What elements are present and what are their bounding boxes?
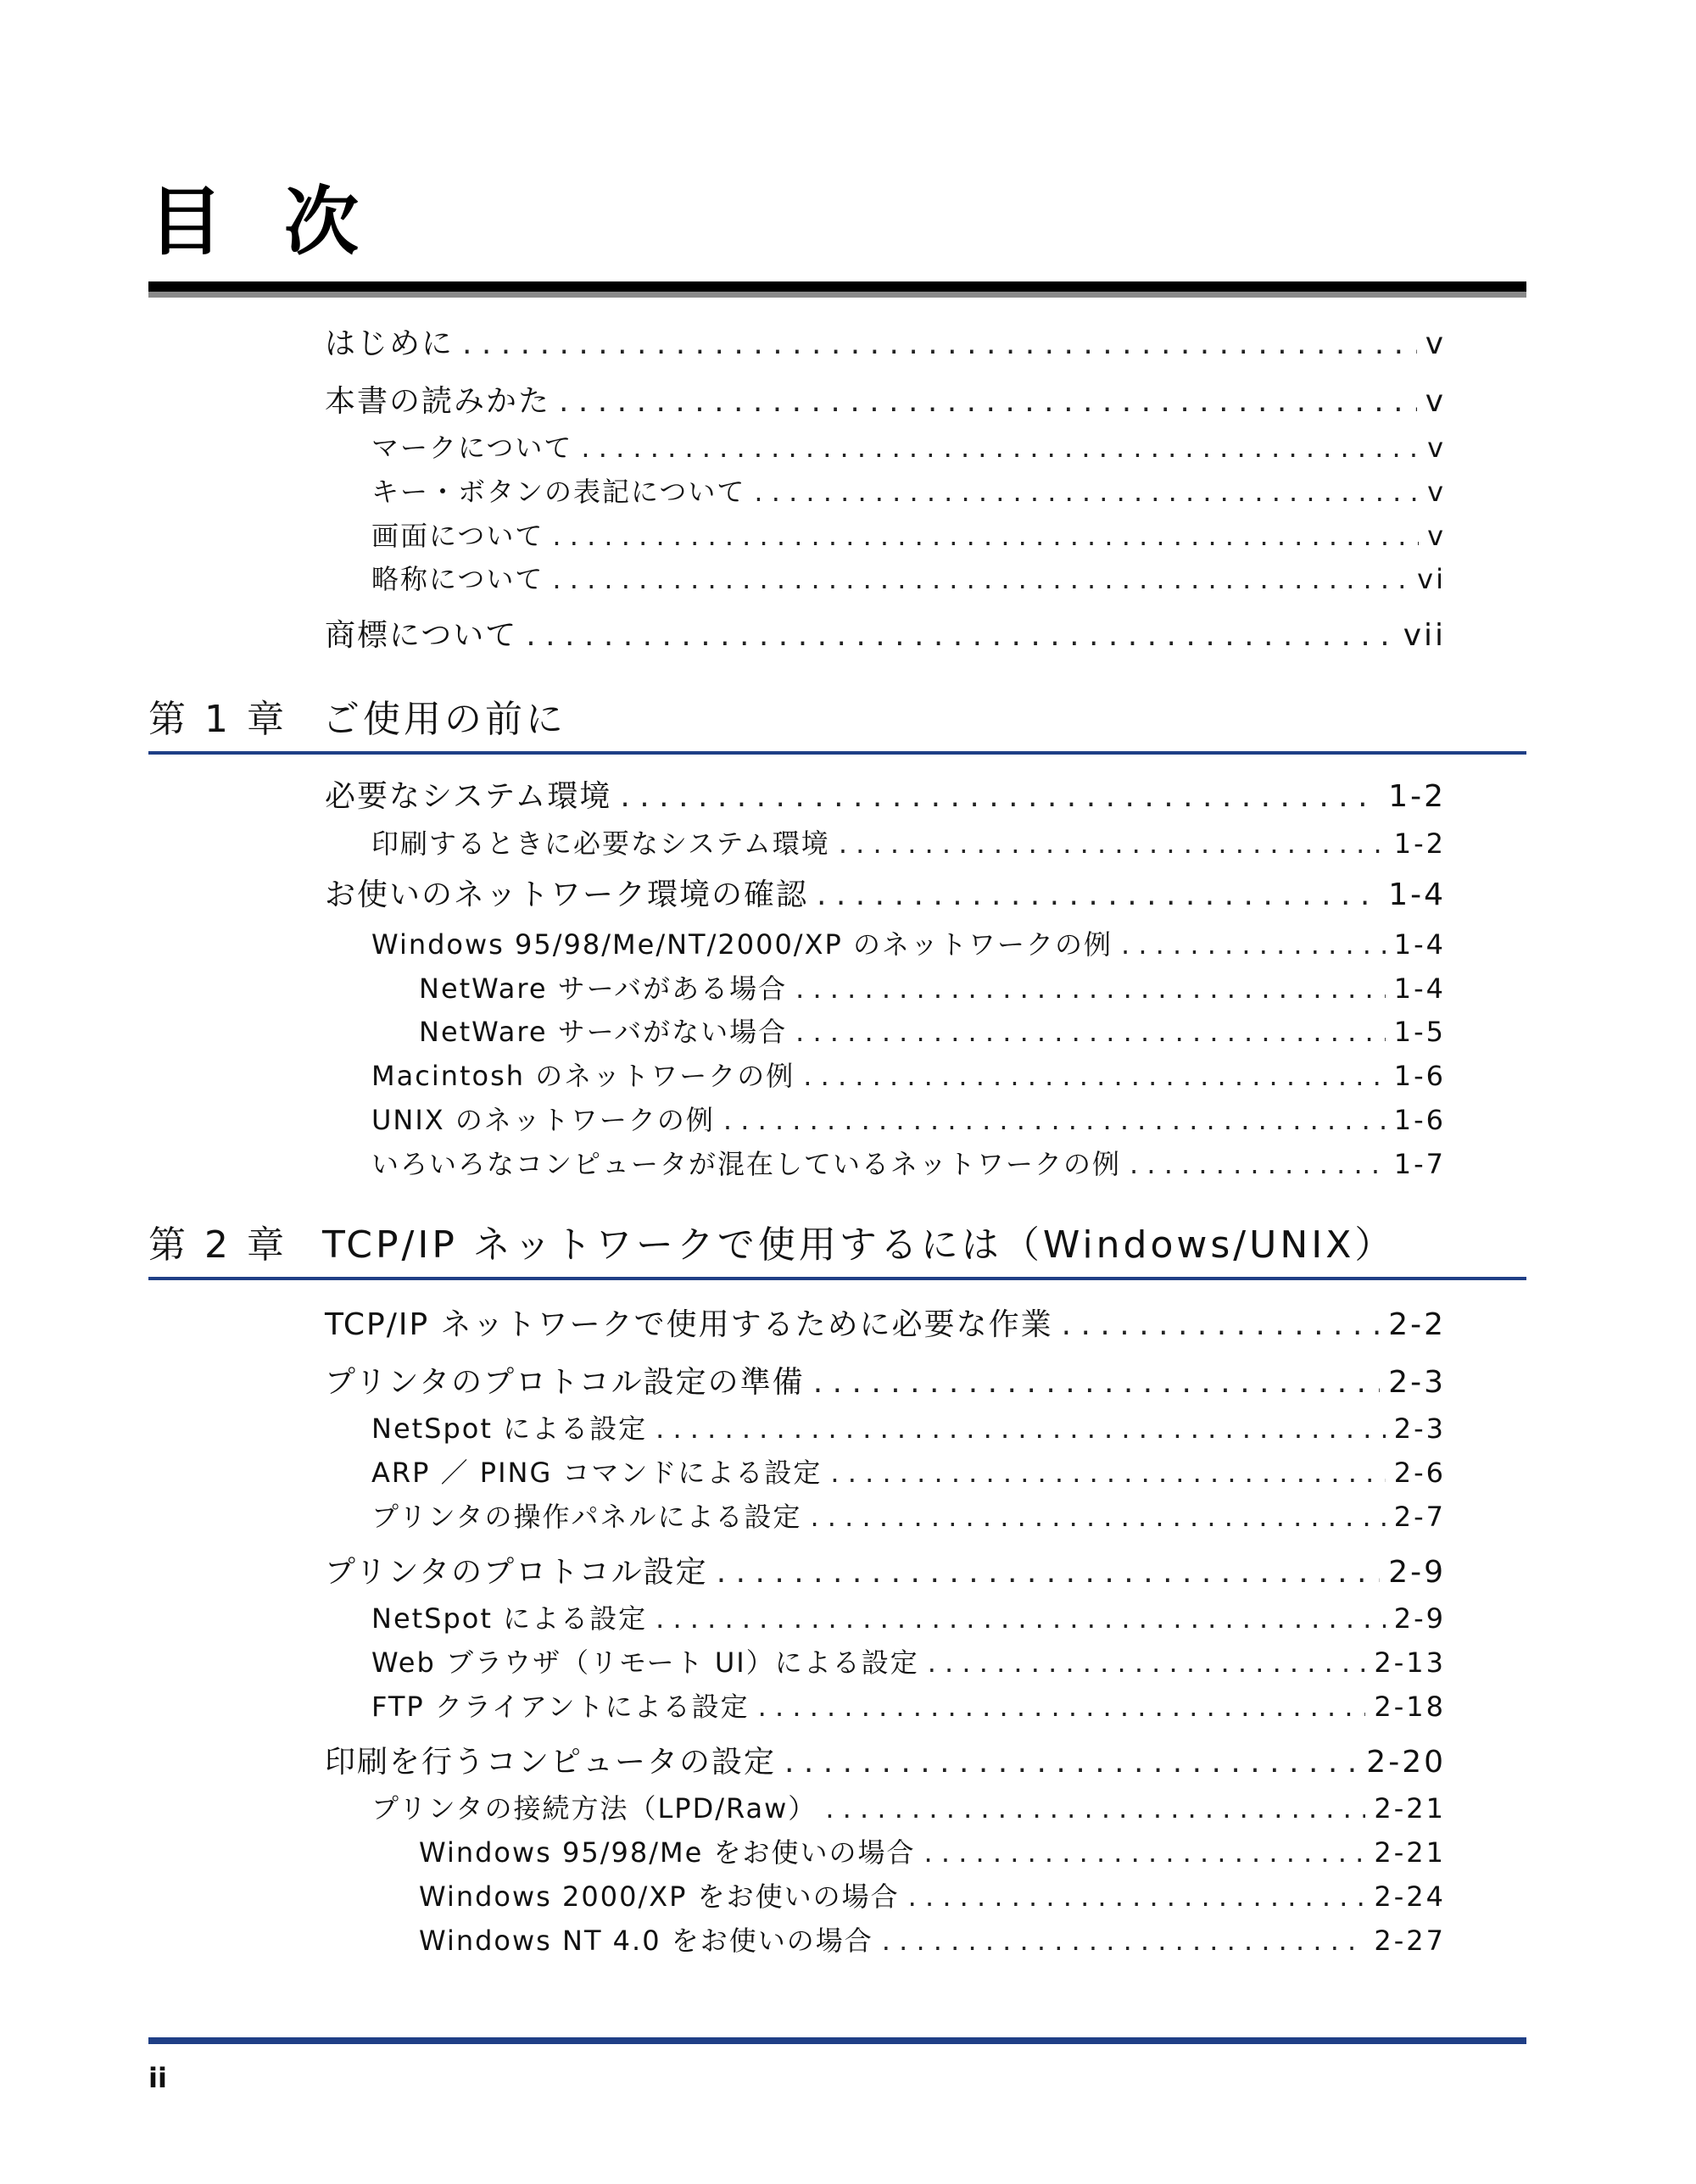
toc-entry[interactable]: [371, 521, 1446, 551]
toc-entry[interactable]: [325, 327, 1446, 361]
toc-entry-page: 1-4: [1393, 928, 1446, 961]
toc-entry-label: UNIX のネットワークの例: [371, 1104, 715, 1136]
footer-rule: [148, 2037, 1526, 2044]
toc-entry[interactable]: [371, 1061, 1446, 1091]
toc-entry[interactable]: [325, 385, 1446, 419]
toc-entry-page: 2-9: [1393, 1602, 1446, 1635]
toc-entry-page: vi: [1417, 563, 1446, 595]
toc-entry-label: NetWare サーバがない場合: [419, 1016, 788, 1048]
toc-entry[interactable]: [371, 1458, 1446, 1488]
toc-entry-label: Web ブラウザ（リモート UI）による設定: [371, 1646, 919, 1679]
toc-entry[interactable]: [371, 1692, 1446, 1722]
toc-entry[interactable]: [371, 930, 1446, 960]
toc-entry-page: 1-4: [1393, 972, 1446, 1005]
toc-entry[interactable]: [371, 829, 1446, 859]
toc-entry[interactable]: [325, 878, 1446, 912]
toc-entry[interactable]: [371, 1604, 1446, 1634]
toc-entry-page: 2-6: [1393, 1457, 1446, 1489]
toc-entry-label: Macintosh のネットワークの例: [371, 1060, 795, 1092]
toc-entry[interactable]: [325, 619, 1446, 653]
toc-entry[interactable]: [325, 1746, 1446, 1780]
toc-entry-label: 印刷するときに必要なシステム環境: [371, 827, 830, 860]
chapter-rule: [148, 751, 1526, 755]
toc-entry-label: プリンタの接続方法（LPD/Raw）: [371, 1792, 817, 1825]
toc-entry[interactable]: [371, 1502, 1446, 1532]
toc-entry-label: プリンタのプロトコル設定の準備: [325, 1365, 805, 1400]
toc-entry-label: Windows 95/98/Me/NT/2000/XP のネットワークの例: [371, 928, 1113, 961]
toc-entry-page: 2-2: [1388, 1307, 1446, 1342]
chapter-1-heading: [148, 698, 1526, 755]
toc-entry-page: 1-5: [1393, 1016, 1446, 1048]
toc-entry-page: 1-2: [1393, 827, 1446, 860]
toc-entry[interactable]: [419, 1882, 1446, 1912]
toc-entry-label: NetSpot による設定: [371, 1602, 648, 1635]
toc-entry[interactable]: [371, 1150, 1446, 1179]
chapter-rule: [148, 1277, 1526, 1280]
chapter-title: TCP/IP ネットワークで使用するには（Windows/UNIX）: [322, 1223, 1396, 1267]
page-number: ii: [148, 2062, 167, 2094]
toc-entry[interactable]: [419, 1017, 1446, 1047]
toc-entry-label: 商標について: [325, 618, 518, 653]
toc-entry-page: v: [1427, 476, 1446, 508]
toc-entry-page: 1-2: [1388, 779, 1446, 814]
toc-entry-label: プリンタの操作パネルによる設定: [371, 1501, 802, 1533]
toc-entry-page: v: [1425, 326, 1446, 361]
toc-entry-page: 1-4: [1388, 878, 1446, 912]
toc-entry[interactable]: [419, 974, 1446, 1004]
toc-entry-page: 2-7: [1393, 1501, 1446, 1533]
toc-entry[interactable]: [325, 780, 1446, 814]
toc-entry-page: 2-13: [1374, 1646, 1446, 1679]
toc-entry-label: Windows 2000/XP をお使いの場合: [419, 1880, 900, 1913]
toc-entry-page: 2-9: [1388, 1555, 1446, 1590]
toc-entry[interactable]: [325, 1308, 1446, 1342]
toc-entry-page: vii: [1403, 618, 1446, 653]
toc-entry-page: 2-20: [1366, 1745, 1446, 1780]
toc-entry-label: ARP ／ PING コマンドによる設定: [371, 1457, 823, 1489]
toc-entry-page: v: [1427, 520, 1446, 552]
toc-entry[interactable]: [371, 1794, 1446, 1824]
chapter-number: 第 2 章: [148, 1223, 287, 1267]
toc-entry-label: FTP クライアントによる設定: [371, 1691, 750, 1723]
toc-entry[interactable]: [371, 565, 1446, 594]
toc-entry-label: いろいろなコンピュータが混在しているネットワークの例: [371, 1148, 1122, 1180]
title-rule-gray: [148, 292, 1526, 298]
toc-entry[interactable]: [371, 1648, 1446, 1678]
toc-entry-page: 2-21: [1374, 1836, 1446, 1869]
toc-entry-label: Windows 95/98/Me をお使いの場合: [419, 1836, 916, 1869]
toc-entry[interactable]: [419, 1926, 1446, 1956]
toc-entry-page: 2-21: [1374, 1792, 1446, 1825]
toc-entry-page: 2-27: [1374, 1925, 1446, 1957]
toc-entry-page: v: [1427, 432, 1446, 464]
toc-entry-label: 本書の読みかた: [325, 384, 551, 419]
title-rule-black: [148, 281, 1526, 292]
toc-entry-page: 1-7: [1393, 1148, 1446, 1180]
toc-entry[interactable]: [371, 477, 1446, 507]
toc-entry[interactable]: [419, 1838, 1446, 1868]
toc-entry-label: マークについて: [371, 432, 573, 464]
chapter-2-heading: [148, 1223, 1526, 1280]
toc-entry-label: 画面について: [371, 520, 544, 552]
toc-entry-page: v: [1425, 384, 1446, 419]
toc-entry-label: はじめに: [325, 326, 455, 361]
toc-entry-page: 1-6: [1393, 1060, 1446, 1092]
toc-entry-page: 1-6: [1393, 1104, 1446, 1136]
toc-entry-label: プリンタのプロトコル設定: [325, 1555, 708, 1590]
toc-entry-label: 略称について: [371, 563, 544, 595]
toc-entry-page: 2-24: [1374, 1880, 1446, 1913]
toc-entry[interactable]: [325, 1556, 1446, 1590]
toc-entry-label: 印刷を行うコンピュータの設定: [325, 1745, 777, 1780]
toc-entry[interactable]: [371, 433, 1446, 463]
toc-entry[interactable]: [371, 1414, 1446, 1444]
toc-entry-label: 必要なシステム環境: [325, 779, 612, 814]
toc-entry-label: キー・ボタンの表記について: [371, 476, 746, 508]
toc-entry[interactable]: [325, 1366, 1446, 1400]
chapter-number: 第 1 章: [148, 698, 287, 741]
toc-entry-label: TCP/IP ネットワークで使用するために必要な作業: [325, 1307, 1053, 1342]
toc-entry-label: Windows NT 4.0 をお使いの場合: [419, 1925, 873, 1957]
toc-entry-page: 2-3: [1388, 1365, 1446, 1400]
toc-entry[interactable]: [371, 1106, 1446, 1135]
chapter-title: ご使用の前に: [322, 698, 566, 741]
toc-entry-label: お使いのネットワーク環境の確認: [325, 878, 809, 912]
toc-entry-page: 2-3: [1393, 1412, 1446, 1445]
toc-entry-label: NetWare サーバがある場合: [419, 972, 788, 1005]
toc-entry-label: NetSpot による設定: [371, 1412, 648, 1445]
toc-entry-page: 2-18: [1374, 1691, 1446, 1723]
page-title: 目次: [148, 178, 421, 265]
